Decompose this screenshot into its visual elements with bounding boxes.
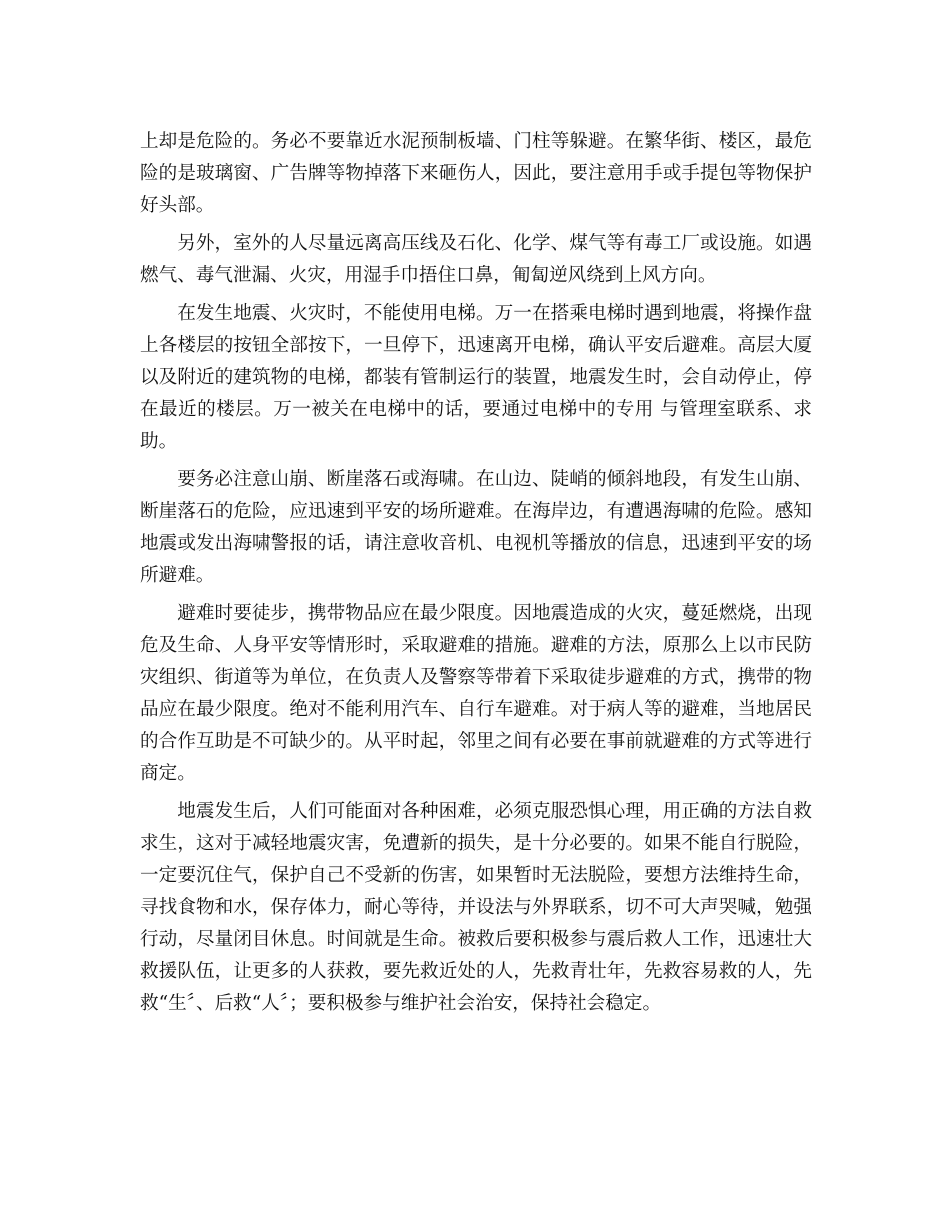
paragraph-3: 在发生地震、火灾时，不能使用电梯。万一在搭乘电梯时遇到地震，将操作盘上各楼层的按钮全部按下，一旦停下，迅速离开电梯，确认平安后避难。高层大厦以及附近的建筑物的电梯，都装有管制运行的装置，地震发生时，会自动停止，停在最近的楼层。万一被关在电梯中的话，要通过电梯中的专用 与管理室联系、求助。 — [140, 303, 812, 452]
paragraph-2: 另外，室外的人尽量远离高压线及石化、化学、煤气等有毒工厂或设施。如遇燃气、毒气泄漏、火灾，用湿手巾捂住口鼻，匍匐逆风绕到上风方向。 — [140, 233, 812, 286]
paragraph-5: 避难时要徒步，携带物品应在最少限度。因地震造成的火灾，蔓延燃烧，出现危及生命、人身平安等情形时，采取避难的措施。避难的方法，原那么上以市民防灾组织、街道等为单位，在负责人及警察等带着下采取徒步避难的方式，携带的物品应在最少限度。绝对不能利用汽车、自行车避难。对于病人等的避难，当地居民的合作互助是不可缺少的。从平时起，邻里之间有必要在事前就避难的方式等进行商定。 — [140, 603, 812, 784]
document-body — [140, 126, 812, 1026]
paragraph-4: 要务必注意山崩、断崖落石或海啸。在山边、陡峭的倾斜地段，有发生山崩、断崖落石的危险，应迅速到平安的场所避难。在海岸边，有遭遇海啸的危险。感知地震或发出海啸警报的话，请注意收音机、电视机等播放的信息，迅速到平安的场所避难。 — [140, 469, 812, 586]
paragraph-1: 上却是危险的。务必不要靠近水泥预制板墙、门柱等躲避。在繁华街、楼区，最危险的是玻璃窗、广告牌等物掉落下来砸伤人，因此，要注意用手或手提包等物保护好头部。 — [140, 131, 812, 216]
paragraph-6: 地震发生后，人们可能面对各种困难，必须克服恐惧心理，用正确的方法自救求生，这对于减轻地震灾害，免遭新的损失，是十分必要的。如果不能自行脱险，一定要沉住气，保护自己不受新的伤害，如果暂时无法脱险，要想方法维持生命，寻找食物和水，保存体力，耐心等待，并设法与外界联系，切不可大声哭喊，勉强行动，尽量闭目休息。时间就是生命。被救后要积极参与震后救人工作，迅速壮大救援队伍，让更多的人获救，要先救近处的人，先救青壮年，先救容易救的人，先救“生〞、后救“人〞；要积极参与维护社会治安，保持社会稳定。 — [140, 801, 812, 1014]
